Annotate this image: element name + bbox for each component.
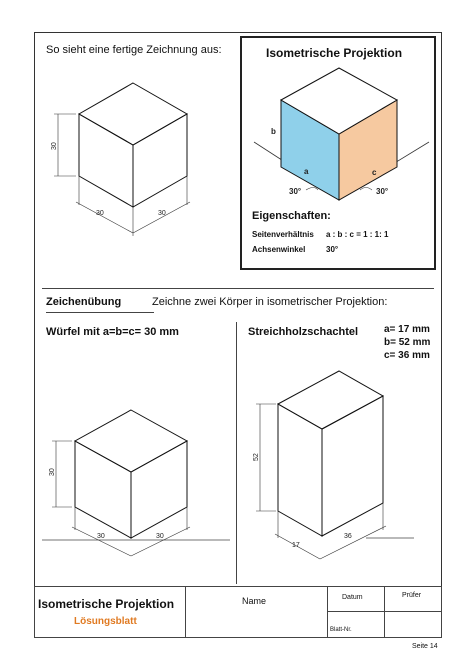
matchbox-dim-left: 17 — [292, 542, 300, 549]
example-dim-right: 30 — [158, 210, 166, 217]
intro-text: So sieht eine fertige Zeichnung aus: — [46, 44, 222, 56]
title-block-title: Isometrische Projektion — [38, 597, 175, 611]
box-spec-b: b= 52 mm — [384, 337, 431, 348]
checker-cell — [384, 586, 442, 612]
sheet-value-cell — [384, 611, 442, 638]
box-spec-c: c= 36 mm — [384, 350, 430, 361]
isometric-colored-cube — [244, 72, 434, 196]
label-a: a — [304, 167, 309, 176]
matchbox-dim-height: 52 — [253, 453, 260, 461]
heading-underline — [46, 312, 154, 313]
exercise-instruction: Zeichne zwei Körper in isometrischer Projektion: — [152, 296, 388, 308]
exercise-heading: Zeichenübung — [46, 296, 122, 308]
page-number: Seite 14 — [412, 643, 438, 650]
matchbox-dim-right: 36 — [344, 533, 352, 540]
ratio-label: Seitenverhältnis — [252, 230, 314, 239]
angle-value: 30° — [326, 245, 339, 254]
exercise-cube-dim-height: 30 — [49, 468, 56, 476]
label-b: b — [271, 127, 276, 136]
exercise-cube-dim-left: 30 — [97, 533, 105, 540]
angle-label: Achsenwinkel — [252, 245, 306, 254]
exercise-cube-drawing — [42, 404, 232, 564]
name-cell — [185, 586, 328, 638]
title-cell — [34, 586, 186, 638]
example-dim-height: 30 — [51, 142, 58, 150]
section-divider — [42, 288, 434, 289]
name-label: Name — [242, 596, 267, 606]
exercise-divider — [236, 322, 237, 584]
matchbox-drawing — [246, 366, 416, 556]
info-box-title: Isometrische Projektion — [266, 46, 403, 60]
checker-label: Prüfer — [402, 592, 422, 599]
box-spec-a: a= 17 mm — [384, 324, 430, 335]
example-cube-drawing — [50, 70, 200, 240]
label-c: c — [372, 168, 377, 177]
date-label: Datum — [342, 594, 363, 601]
cube-title: Würfel mit a=b=c= 30 mm — [46, 326, 179, 338]
angle-left: 30° — [289, 187, 302, 196]
sheet-label: Blatt-Nr. — [330, 627, 352, 633]
properties-heading: Eigenschaften: — [252, 210, 331, 222]
box-title: Streichholzschachtel — [248, 326, 359, 338]
example-dim-left: 30 — [96, 210, 104, 217]
title-block-subtitle: Lösungsblatt — [74, 616, 137, 627]
ratio-value: a : b : c = 1 : 1: 1 — [326, 230, 389, 239]
angle-right: 30° — [376, 187, 389, 196]
exercise-cube-dim-right: 30 — [156, 533, 164, 540]
sheet-cell — [327, 611, 385, 638]
